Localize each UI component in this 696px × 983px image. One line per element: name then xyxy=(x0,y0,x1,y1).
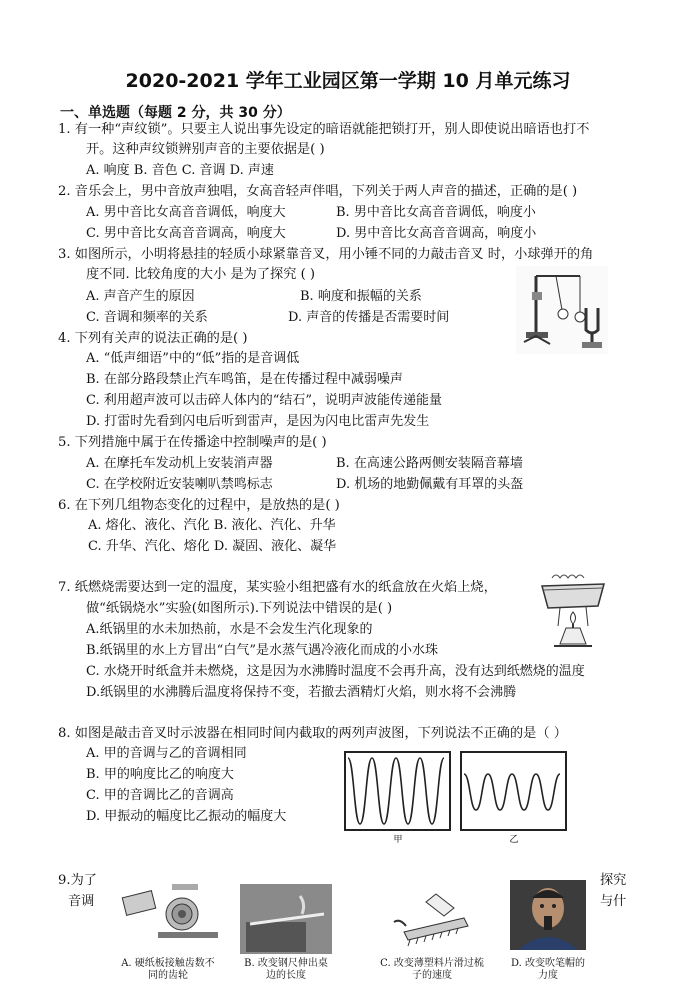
q4-option-d: D. 打雷时先看到闪电后听到雷声，是因为闪电比雷声先发生 xyxy=(86,414,430,429)
q7-line1: 7. 纸燃烧需要达到一定的温度，某实验小组把盛有水的纸盒放在火焰上烧， xyxy=(58,580,497,595)
q9-caption-a: A. 硬纸板接触齿数不同的齿轮 xyxy=(121,958,215,981)
q9-left-line1: 9.为了 xyxy=(58,873,97,888)
q2-option-c: C. 男中音比女高音音调高，响度大 xyxy=(86,226,286,241)
q2-option-d: D. 男中音比女高音音调高，响度小 xyxy=(336,226,537,241)
q2-option-a: A. 男中音比女高音音调低，响度大 xyxy=(86,205,286,220)
q3-option-c: C. 音调和频率的关系 xyxy=(86,310,208,325)
q7-option-d: D.纸锅里的水沸腾后温度将保持不变，若撤去酒精灯火焰，则水将不会沸腾 xyxy=(86,685,517,700)
q4-option-c: C. 利用超声波可以击碎人体内的“结石”，说明声波能传递能量 xyxy=(86,393,443,408)
q8-option-d: D. 甲振动的幅度比乙振动的幅度大 xyxy=(86,809,287,824)
q9-caption-c: C. 改变薄塑料片滑过梳子的速度 xyxy=(380,958,484,981)
label-yi: 乙 xyxy=(509,835,519,845)
comb-figure xyxy=(384,888,480,950)
gear-figure xyxy=(116,880,224,952)
q7-option-b: B.纸锅里的水上方冒出“白气”是水蒸气遇冷液化而成的小水珠 xyxy=(86,643,438,658)
q9-caption-d: D. 改变吹笔帽的力度 xyxy=(510,958,586,981)
q5-line1: 5. 下列措施中属于在传播途中控制噪声的是( ) xyxy=(58,435,327,450)
q8-option-a: A. 甲的音调与乙的音调相同 xyxy=(86,746,247,761)
boy-figure xyxy=(510,880,586,950)
q9-right-line2: 与什 xyxy=(600,894,627,909)
q9-caption-b: B. 改变钢尺伸出桌边的长度 xyxy=(244,958,328,981)
q6-options-ab: A. 熔化、液化、汽化 B. 液化、汽化、升华 xyxy=(88,518,336,533)
q4-option-b: B. 在部分路段禁止汽车鸣笛，是在传播过程中减弱噪声 xyxy=(86,372,403,387)
q2-line1: 2. 音乐会上，男中音放声独唱，女高音轻声伴唱，下列关于两人声音的描述，正确的是( ) xyxy=(58,184,578,199)
q1-line2: 开。这种声纹锁辨别声音的主要依据是( ) xyxy=(86,142,325,157)
label-jia: 甲 xyxy=(393,835,403,845)
q8-option-c: C. 甲的音调比乙的音调高 xyxy=(86,788,234,803)
q5-option-d: D. 机场的地勤佩戴有耳罩的头盔 xyxy=(336,477,524,492)
section-heading: 一、单选题（每题 2 分，共 30 分） xyxy=(60,105,291,121)
q9-left-line2: 音调 xyxy=(68,894,95,909)
q1-line1: 1. 有一种“声纹锁”。只要主人说出事先设定的暗语就能把锁打开，别人即使说出暗语也打不 xyxy=(58,122,590,137)
q8-option-b: B. 甲的响度比乙的响度大 xyxy=(86,767,234,782)
paper-pot-figure xyxy=(538,572,608,652)
q5-option-b: B. 在高速公路两侧安装隔音幕墙 xyxy=(336,456,523,471)
q3-option-b: B. 响度和振幅的关系 xyxy=(300,289,422,304)
q3-option-d: D. 声音的传播是否需要时间 xyxy=(288,310,450,325)
q4-line1: 4. 下列有关声的说法正确的是( ) xyxy=(58,331,248,346)
q3-line2: 度不同. 比较角度的大小 是为了探究 ( ) xyxy=(86,267,316,282)
q7-option-a: A.纸锅里的水未加热前，水是不会发生汽化现象的 xyxy=(86,622,373,637)
ruler-figure xyxy=(240,884,332,954)
q1-options: A. 响度 B. 音色 C. 音调 D. 声速 xyxy=(86,163,274,178)
waveform-figure xyxy=(344,750,570,846)
q8-line1: 8. 如图是敲击音叉时示波器在相同时间内截取的两列声波图，下列说法不正确的是（ ） xyxy=(58,726,567,741)
q7-option-c: C. 水烧开时纸盒并未燃烧，这是因为水沸腾时温度不会再升高，没有达到纸燃烧的温度 xyxy=(86,664,585,679)
page-title: 2020-2021 学年工业园区第一学期 10 月单元练习 xyxy=(125,70,571,92)
q5-option-a: A. 在摩托车发动机上安装消声器 xyxy=(86,456,273,471)
q3-line1: 3. 如图所示，小明将悬挂的轻质小球紧靠音叉，用小锤不同的力敲击音叉 时，小球弹开的角 xyxy=(58,247,594,262)
q5-option-c: C. 在学校附近安装喇叭禁鸣标志 xyxy=(86,477,273,492)
q9-right-line1: 探究 xyxy=(600,873,627,888)
q6-options-cd: C. 升华、汽化、熔化 D. 凝固、液化、凝华 xyxy=(88,539,337,554)
q4-option-a: A. “低声细语”中的“低”指的是音调低 xyxy=(86,351,300,366)
q6-line1: 6. 在下列几组物态变化的过程中，是放热的是( ) xyxy=(58,498,340,513)
tuning-fork-figure xyxy=(516,266,608,354)
q2-option-b: B. 男中音比女高音音调低，响度小 xyxy=(336,205,536,220)
q3-option-a: A. 声音产生的原因 xyxy=(86,289,195,304)
q7-line2: 做“纸锅烧水”实验(如图所示).下列说法中错误的是( ) xyxy=(86,601,393,616)
